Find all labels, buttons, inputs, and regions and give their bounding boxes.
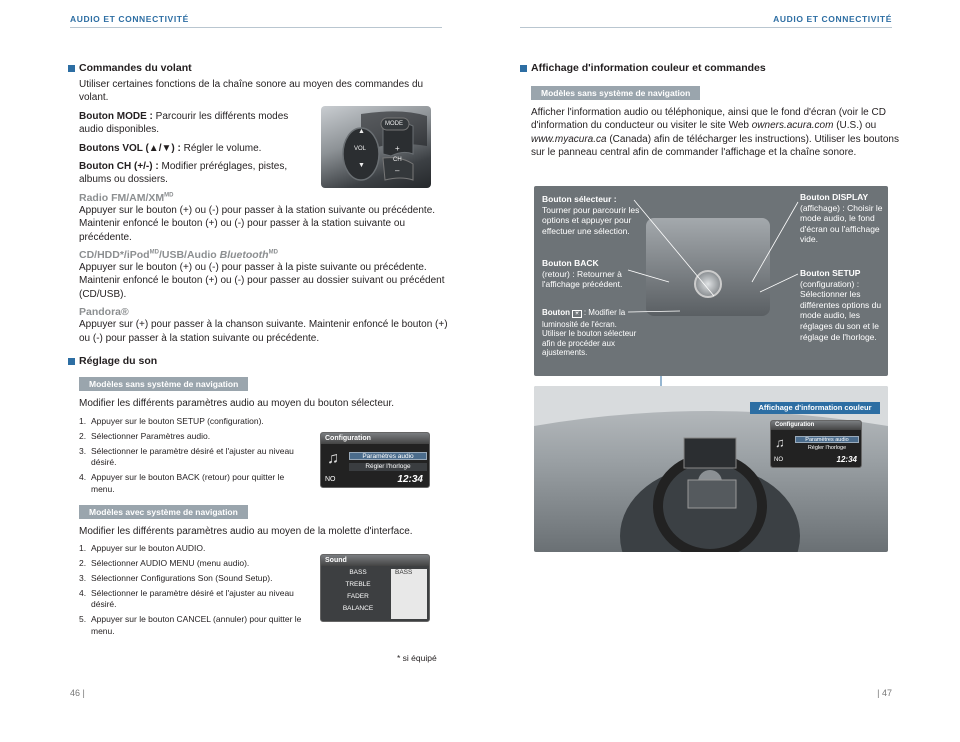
bass-preview-label: BASS	[395, 569, 413, 576]
page-number-right: | 47	[877, 688, 892, 698]
cd-subtitle: CD/HDD*/iPod$^{MD}$/USB/Audio Bluetooth$^{MD}$	[79, 249, 278, 262]
screen-item-audio: Paramètres audio	[795, 436, 859, 443]
pandora-subtitle: Pandora®	[79, 306, 129, 319]
screen-title: Sound	[321, 555, 429, 566]
badge-with-nav: Modèles avec système de navigation	[79, 505, 248, 519]
ch-plus-icon: +	[395, 144, 400, 153]
steering-intro: Utiliser certaines fonctions de la chaîne sonore au moyen des commandes du volant.	[79, 79, 424, 104]
brightness-icon: ☀	[574, 311, 580, 317]
brightness-callout: Bouton ☀ : Modifier la luminosité de l'écran. Utiliser le bouton sélecteur afin de procéder aux ajustements.	[542, 308, 637, 358]
screen-item-clock: Régler l'horloge	[349, 463, 427, 471]
list-item: 5. Appuyer sur le bouton CANCEL (annuler) pour quitter le menu.	[79, 614, 302, 636]
cd-text: Appuyer sur le bouton (+) ou (-) pour passer à la piste suivante ou précédente. Maintenir enfoncé le bouton (+) ou (-) pour passer au dossier suivant ou précédent (CD/USB).	[79, 262, 445, 300]
radio-subtitle: Radio $FM/AM/XM^{MD}$	[79, 191, 174, 204]
vol-button-label: VOL	[354, 146, 367, 152]
section-title-text: Réglage du son	[79, 355, 158, 368]
music-note-icon: ♫	[327, 450, 339, 467]
car-interior-image	[534, 386, 888, 552]
ch-text: Modifier préréglages, pistes, albums ou dossiers.	[79, 161, 288, 186]
balance-label: BALANCE	[342, 605, 374, 612]
ch-button-label: CH	[393, 157, 402, 163]
radio-text: Appuyer sur le bouton (+) ou (-) pour passer à la station suivante ou précédente. Maintenir enfoncé le bouton (+) ou (-) pour passer à la station suivante ou précédente.	[79, 204, 436, 243]
section-title-text: Commandes du volant	[79, 62, 192, 74]
section-title-text: Affichage d'information couleur et commandes	[531, 62, 766, 74]
list-item: 3. Sélectionner Configurations Son (Sound Setup).	[79, 572, 273, 583]
list-item: 2. Sélectionner AUDIO MENU (menu audio).	[79, 557, 250, 568]
ch-label: Bouton CH (+/-) :	[79, 161, 159, 173]
fader-label: FADER	[347, 593, 369, 600]
screen-time: 12:34	[397, 474, 423, 485]
back-callout: Bouton BACK (retour) : Retourner à l'affichage précédent.	[542, 258, 623, 290]
list-item: 1. Appuyer sur le bouton AUDIO.	[79, 542, 206, 553]
selector-callout: Bouton sélecteur : Tourner pour parcourir les options et appuyer pour effectuer une sélection.	[542, 194, 640, 236]
nav-intro: Modifier les différents paramètres audio au moyen de la molette d'interface.	[79, 525, 413, 537]
mode-label: Bouton MODE :	[79, 110, 153, 122]
list-item: 2. Sélectionner Paramètres audio.	[79, 430, 211, 441]
nonav-intro: Modifier les différents paramètres audio au moyen du bouton sélecteur.	[79, 398, 394, 410]
color-display-screen	[770, 420, 862, 468]
ch-minus-icon: –	[395, 166, 400, 175]
display-intro: Afficher l'information audio ou téléphonique, ainsi que le fond d'écran (voir le CD d'information du conducteur ou visiter le site Web owners.acura.com (U.S.) ou www.myacura.ca (Canada) afin de télécharger les instructions). Utiliser les boutons sur le panneau central afin de commander l'affichage et la chaîne sonore.	[531, 107, 899, 159]
vol-down-icon: ▼	[358, 162, 365, 169]
screen-item-clock: Régler l'horloge	[807, 445, 847, 451]
mode-text: Parcourir les différents modes audio disponibles.	[79, 110, 289, 136]
vol-text: Régler le volume.	[183, 142, 262, 154]
page-number-left: 46 |	[70, 688, 85, 698]
header-left: AUDIO ET CONNECTIVITÉ	[70, 14, 189, 24]
header-right: AUDIO ET CONNECTIVITÉ	[773, 14, 892, 24]
screen-status: NO	[325, 476, 336, 483]
screen-status: NO	[774, 457, 783, 463]
setup-callout: Bouton SETUP (configuration) : Sélectionner les différentes options du mode audio, les réglages du son et le réglage de l'horloge.	[800, 268, 882, 342]
list-item: 4. Appuyer sur le bouton BACK (retour) pour quitter le menu.	[79, 472, 285, 494]
music-note-icon: ♫	[775, 435, 785, 450]
list-item: 1. Appuyer sur le bouton SETUP (configuration).	[79, 415, 264, 426]
display-callout: Bouton DISPLAY (affichage) : Choisir le mode audio, le fond d'écran ou l'affichage vide.	[800, 192, 883, 245]
list-item: 3. Sélectionner le paramètre désiré et l'ajuster au niveau désiré.	[79, 445, 294, 467]
vol-up-icon: ▲	[358, 128, 365, 135]
badge-no-nav: Modèles sans système de navigation	[79, 377, 248, 391]
list-item: 4. Sélectionner le paramètre désiré et l'ajuster au niveau désiré.	[79, 587, 294, 610]
badge-no-nav: Modèles sans système de navigation	[531, 86, 700, 100]
treble-label: TREBLE	[345, 581, 371, 588]
vol-label: Boutons VOL (▲/▼) :	[79, 142, 181, 154]
mode-button-label: MODE	[385, 121, 403, 127]
screen-time: 12:34	[836, 455, 857, 464]
footnote: * si équipé	[397, 653, 437, 663]
screen-item-audio: Paramètres audio	[349, 452, 427, 460]
screen-title: Configuration	[321, 433, 429, 444]
screen-title: Configuration	[771, 421, 861, 430]
display-caption: Affichage d'information couleur	[750, 402, 880, 414]
pandora-text: Appuyer sur (+) pour passer à la chanson suivante. Maintenir enfoncé le bouton (+) ou (-) pour passer à la station suivante ou précédente.	[79, 319, 448, 344]
bass-label: BASS	[349, 569, 367, 576]
